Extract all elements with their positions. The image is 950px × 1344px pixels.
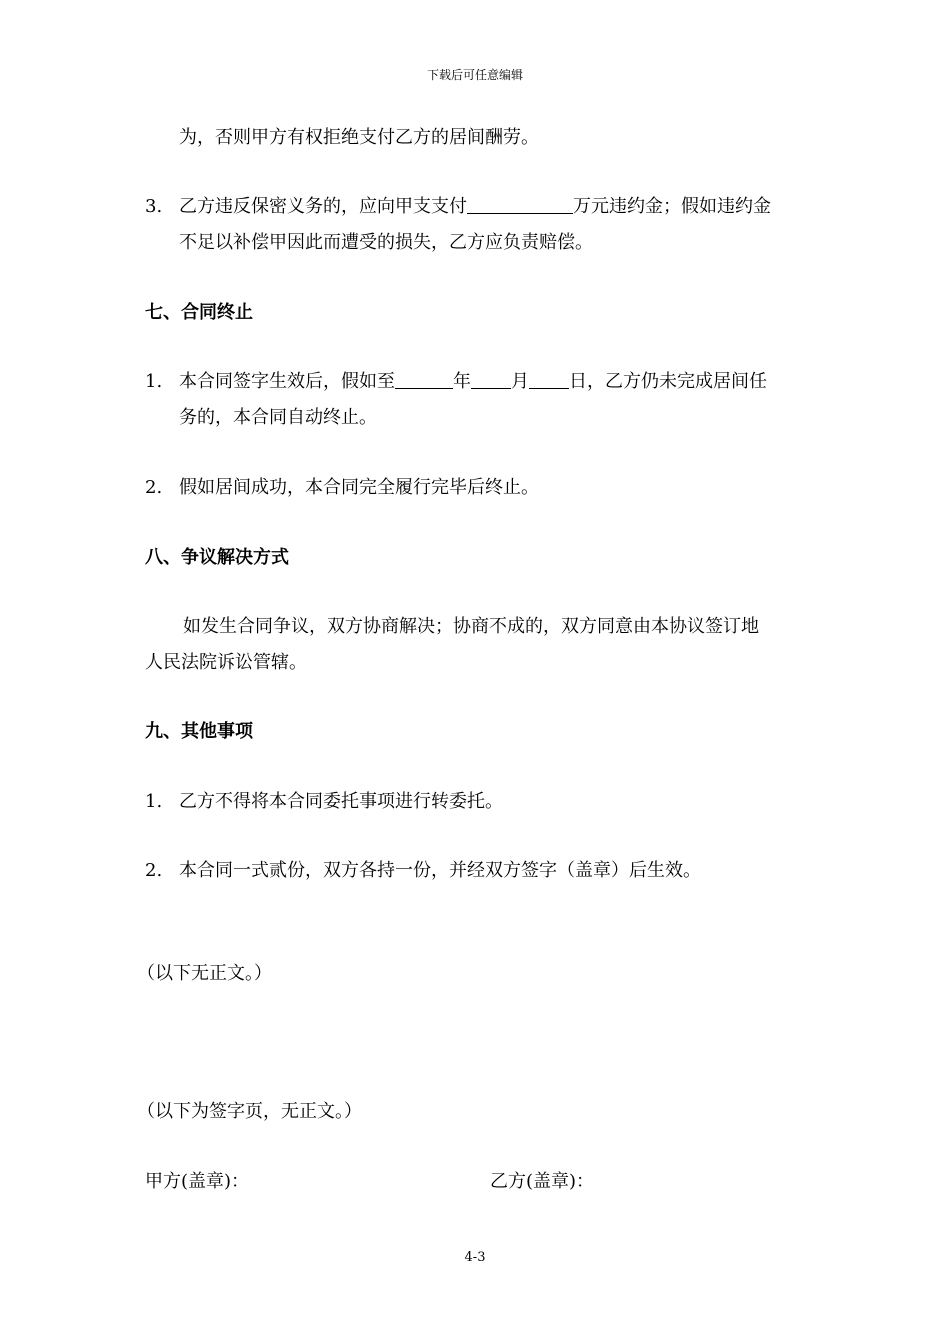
party-b-seal-label: 乙方(盖章)：: [490, 1171, 595, 1192]
section-9-title: 九、其他事项: [145, 721, 253, 742]
clause-7-2: [145, 476, 539, 500]
page-number: 4-3: [464, 1250, 486, 1265]
day-blank: [529, 370, 569, 389]
section-8-title: 八、争议解决方式: [145, 547, 289, 568]
item-number: 1.: [145, 371, 163, 392]
clause-text: 假如居间成功，本合同完全履行完毕后终止。: [179, 477, 539, 498]
clause-6-3-line1: [145, 195, 771, 219]
clause-text: 乙方违反保密义务的，应向甲支支付: [179, 196, 467, 217]
month-blank: [471, 370, 511, 389]
page-header: 下载后可任意编辑: [426, 68, 523, 82]
section-8-para-line1: 如发生合同争议，双方协商解决；协商不成的，双方同意由本协议签订地: [183, 616, 759, 637]
year-blank: [395, 370, 453, 389]
party-a-seal-label: 甲方(盖章)：: [145, 1171, 250, 1192]
clause-text: 本合同签字生效后，假如至: [179, 371, 395, 392]
section-8-para-line2: 人民法院诉讼管辖。: [145, 652, 307, 673]
amount-blank: [467, 195, 573, 214]
signature-page-note: （以下为签字页，无正文。）: [137, 1101, 362, 1122]
clause-9-2: [145, 859, 701, 883]
clause-6-3-line2: 不足以补偿甲因此而遭受的损失，乙方应负责赔偿。: [179, 232, 593, 253]
item-number: 2.: [145, 477, 163, 498]
clause-text: 万元违约金；假如违约金: [573, 196, 771, 217]
clause-9-1: [145, 790, 503, 814]
clause-text: 日，乙方仍未完成居间任: [569, 371, 767, 392]
section-7-title: 七、合同终止: [145, 302, 253, 323]
year-label: 年: [453, 371, 471, 392]
item-number: 3.: [145, 196, 163, 217]
item-number: 2.: [145, 860, 163, 881]
clause-text: 乙方不得将本合同委托事项进行转委托。: [179, 791, 503, 812]
clause-text: 本合同一式贰份，双方各持一份，并经双方签字（盖章）后生效。: [179, 860, 701, 881]
no-text-note: （以下无正文。）: [137, 963, 272, 984]
clause-7-1-line1: [145, 370, 767, 394]
clause-7-1-line2: 务的，本合同自动终止。: [179, 407, 377, 428]
month-label: 月: [511, 371, 529, 392]
item-number: 1.: [145, 791, 163, 812]
continuation-line: 为，否则甲方有权拒绝支付乙方的居间酬劳。: [179, 127, 539, 148]
